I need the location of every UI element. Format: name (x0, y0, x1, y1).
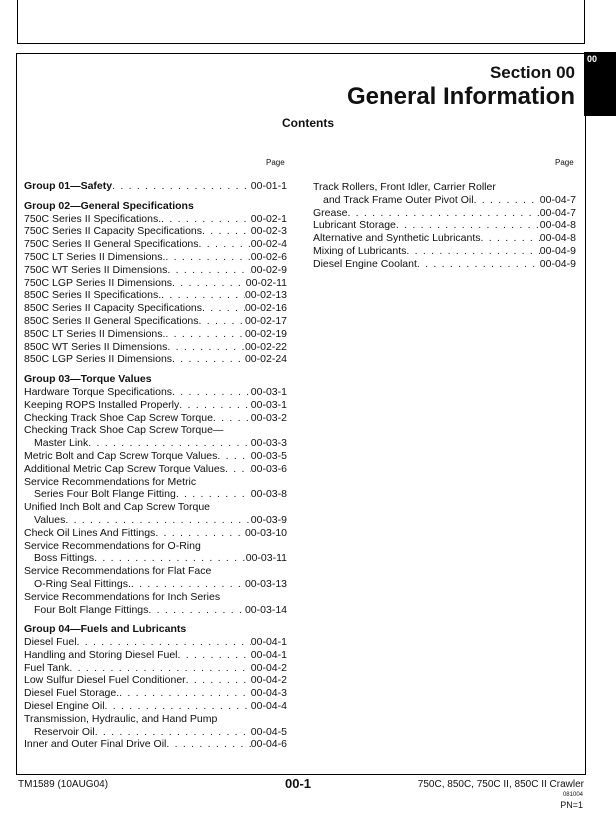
toc-leader-dots (172, 277, 246, 290)
toc-page-ref: 00-01-1 (250, 180, 287, 192)
toc-entry-title: 850C WT Series II Dimensions (24, 340, 168, 353)
top-page-box (17, 0, 585, 44)
toc-entry[interactable] (24, 353, 287, 366)
toc-leader-dots (165, 251, 250, 264)
toc-entry[interactable] (24, 649, 287, 662)
toc-entry[interactable] (24, 328, 287, 341)
toc-entry[interactable] (313, 232, 576, 245)
toc-group-heading: Group 02—General Specifications (24, 199, 194, 212)
toc-entry-title: Series Four Bolt Flange Fitting (34, 488, 176, 501)
page-number: 00-1 (285, 776, 312, 791)
toc-page-ref: 00-04-7 (539, 193, 576, 206)
toc-page-ref: 00-04-1 (250, 648, 287, 661)
toc-leader-dots (166, 738, 250, 751)
toc-page-ref: 00-04-3 (250, 687, 287, 700)
print-code: 081004 (562, 792, 583, 798)
toc-entry-title: O-Ring Seal Fittings. (34, 577, 131, 590)
toc-entry[interactable] (313, 258, 576, 271)
toc-page-ref: 00-02-4 (250, 238, 287, 251)
toc-page-ref: 00-03-3 (250, 437, 287, 450)
toc-page-ref: 00-03-14 (244, 603, 287, 616)
toc-leader-dots (172, 353, 245, 366)
toc-leader-dots (179, 399, 251, 412)
toc-leader-dots (148, 604, 245, 617)
toc-entry-line: Service Recommendations for Flat Face (24, 565, 212, 578)
toc-entry-title: 850C Series II Specifications. (24, 289, 162, 302)
toc-page-ref: 00-04-8 (539, 232, 576, 245)
toc-leader-dots (172, 386, 251, 399)
toc-entry[interactable] (24, 213, 287, 226)
toc-entry[interactable] (24, 225, 287, 238)
toc-entry-line: Service Recommendations for Inch Series (24, 590, 221, 603)
toc-page-ref: 00-02-9 (250, 263, 287, 276)
toc-gap (24, 366, 287, 373)
left-page-label: Page (266, 158, 285, 167)
toc-entry[interactable] (313, 219, 576, 232)
toc-page-ref: 00-04-8 (539, 219, 576, 232)
toc-page-ref: 00-03-6 (250, 462, 287, 475)
toc-leader-dots (213, 412, 251, 425)
toc-entry-line: Unified Inch Bolt and Cap Screw Torque (24, 501, 210, 514)
toc-page-ref: 00-02-11 (245, 276, 287, 289)
toc-entry-title: Lubricant Storage (313, 219, 396, 232)
toc-entry[interactable] (24, 674, 287, 687)
toc-page-ref: 00-04-2 (250, 674, 287, 687)
toc-group-heading: Group 03—Torque Values (24, 373, 152, 386)
toc-page-ref: 00-04-4 (250, 700, 287, 713)
toc-leader-dots (95, 726, 251, 739)
toc-page-ref: 00-04-9 (539, 244, 576, 257)
toc-entry-title: 750C LGP Series II Dimensions (24, 276, 173, 289)
toc-leader-dots (88, 437, 251, 450)
toc-page-ref: 00-02-19 (244, 327, 287, 340)
toc-page-ref: 00-04-5 (250, 725, 287, 738)
toc-page-ref: 00-02-1 (250, 212, 287, 225)
toc-entry[interactable] (24, 552, 287, 565)
toc-page-ref: 00-03-9 (250, 513, 287, 526)
toc-entry[interactable] (24, 264, 287, 277)
toc-group-entry[interactable] (24, 180, 287, 193)
toc-page-ref: 00-03-10 (244, 526, 287, 539)
toc-entry[interactable] (313, 245, 576, 258)
toc-entry-title: Values (34, 513, 66, 526)
toc-entry[interactable] (24, 687, 287, 700)
toc-entry-title: and Track Frame Outer Pivot Oil (323, 193, 474, 206)
toc-entry-title: Reservoir Oil (34, 725, 95, 738)
toc-entry[interactable] (24, 437, 287, 450)
toc-entry-title: Diesel Fuel Storage. (24, 687, 120, 700)
toc-leader-dots (199, 315, 245, 328)
toc-entry-title: 850C Series II General Specifications (24, 314, 199, 327)
right-page-label: Page (555, 158, 574, 167)
toc-entry-title: Alternative and Synthetic Lubricants (313, 232, 481, 245)
toc-leader-dots (119, 687, 251, 700)
toc-page-ref: 00-02-17 (244, 314, 287, 327)
toc-entry-line: Transmission, Hydraulic, and Hand Pump (24, 712, 218, 725)
toc-entry-title: Fuel Tank (24, 661, 70, 674)
toc-entry[interactable] (24, 341, 287, 354)
toc-leader-dots (417, 258, 540, 271)
toc-entry[interactable] (24, 463, 287, 476)
toc-leader-dots (155, 527, 245, 540)
toc-entry[interactable] (313, 207, 576, 220)
toc-leader-dots (167, 341, 245, 354)
toc-entry-title: 850C LT Series II Dimensions. (24, 327, 166, 340)
toc-page-ref: 00-04-1 (250, 636, 287, 649)
toc-entry-title: 750C Series II Specifications. (24, 212, 162, 225)
toc-leader-dots (178, 649, 251, 662)
toc-page-ref: 00-02-24 (244, 353, 287, 366)
toc-leader-dots (131, 578, 245, 591)
toc-entry[interactable] (24, 604, 287, 617)
toc-leader-dots (161, 213, 251, 226)
toc-leader-dots (112, 180, 251, 193)
toc-leader-dots (217, 450, 250, 463)
toc-page-ref: 00-02-3 (250, 225, 287, 238)
toc-leader-dots (396, 219, 540, 232)
toc-leader-dots (347, 207, 539, 220)
toc-gap (24, 193, 287, 200)
pn-label: PN=1 (560, 800, 583, 810)
toc-leader-dots (186, 674, 251, 687)
doc-id: TM1589 (10AUG04) (18, 779, 109, 790)
toc-entry[interactable] (24, 662, 287, 675)
toc-page-ref: 00-02-6 (250, 250, 287, 263)
toc-entry[interactable] (24, 527, 287, 540)
toc-entry[interactable] (24, 636, 287, 649)
toc-entry-title: Additional Metric Cap Screw Torque Values (24, 462, 225, 475)
toc-entry[interactable] (24, 251, 287, 264)
toc-page-ref: 00-04-2 (250, 661, 287, 674)
toc-entry-title: 850C Series II Capacity Specifications (24, 302, 203, 315)
toc-entry-title: Mixing of Lubricants (313, 244, 407, 257)
contents-heading: Contents (282, 116, 334, 130)
toc-page-ref: 00-03-1 (250, 398, 287, 411)
toc-entry-title: 850C LGP Series II Dimensions (24, 353, 173, 366)
toc-leader-dots (176, 488, 251, 501)
toc-leader-dots (481, 232, 540, 245)
toc-leader-dots (94, 552, 246, 565)
toc-left-column (24, 180, 287, 751)
toc-leader-dots (225, 463, 251, 476)
toc-page-ref: 00-03-5 (250, 449, 287, 462)
toc-entry[interactable] (24, 289, 287, 302)
toc-entry[interactable] (24, 238, 287, 251)
toc-leader-dots (202, 225, 251, 238)
section-number: Section 00 (489, 63, 575, 82)
toc-page-ref: 00-02-22 (244, 340, 287, 353)
toc-entry[interactable] (24, 450, 287, 463)
toc-entry[interactable] (24, 578, 287, 591)
toc-page-ref: 00-03-13 (244, 577, 287, 590)
toc-page-ref: 00-03-8 (250, 488, 287, 501)
toc-entry-line: Service Recommendations for Metric (24, 475, 197, 488)
toc-entry[interactable] (24, 488, 287, 501)
toc-entry[interactable] (24, 700, 287, 713)
toc-leader-dots (161, 289, 245, 302)
toc-entry-title: 750C WT Series II Dimensions (24, 263, 168, 276)
toc-leader-dots (69, 662, 250, 675)
toc-entry-title: Low Sulfur Diesel Fuel Conditioner (24, 674, 186, 687)
toc-leader-dots (199, 238, 251, 251)
toc-entry-title: Grease (313, 206, 348, 219)
toc-entry[interactable] (24, 386, 287, 399)
toc-entry-title: 750C Series II General Specifications (24, 238, 199, 251)
toc-entry-title: Diesel Engine Coolant (313, 257, 417, 270)
toc-right-column (313, 181, 576, 271)
toc-entry[interactable] (24, 726, 287, 739)
toc-entry-line: Checking Track Shoe Cap Screw Torque— (24, 424, 224, 437)
toc-leader-dots (77, 636, 251, 649)
toc-group-heading: Group 04—Fuels and Lubricants (24, 623, 187, 636)
model-list: 750C, 850C, 750C II, 850C II Crawler (417, 779, 584, 790)
toc-entry[interactable] (24, 738, 287, 751)
toc-entry-title: Group 01—Safety (24, 180, 113, 192)
toc-entry-title: Metric Bolt and Cap Screw Torque Values (24, 449, 218, 462)
toc-page-ref: 00-03-11 (245, 552, 287, 565)
toc-page-ref: 00-03-1 (250, 385, 287, 398)
toc-leader-dots (167, 264, 250, 277)
toc-page-ref: 00-02-13 (244, 289, 287, 302)
toc-entry-title: Inner and Outer Final Drive Oil (24, 738, 167, 751)
toc-entry[interactable] (24, 514, 287, 527)
toc-entry[interactable] (24, 302, 287, 315)
toc-entry-title: Handling and Storing Diesel Fuel (24, 648, 178, 661)
toc-entry-title: Keeping ROPS Installed Properly (24, 398, 180, 411)
toc-page-ref: 00-03-2 (250, 411, 287, 424)
toc-leader-dots (105, 700, 251, 713)
toc-page-ref: 00-04-9 (539, 257, 576, 270)
toc-leader-dots (406, 245, 539, 258)
toc-entry-title: 750C Series II Capacity Specifications (24, 225, 203, 238)
toc-entry-title: Checking Track Shoe Cap Screw Torque (24, 411, 213, 424)
toc-entry[interactable] (313, 194, 576, 207)
toc-page-ref: 00-02-16 (244, 302, 287, 315)
toc-entry[interactable] (24, 412, 287, 425)
toc-entry-title: Boss Fittings (34, 552, 95, 565)
toc-page-ref: 00-04-7 (539, 206, 576, 219)
toc-entry-title: Hardware Torque Specifications (24, 385, 173, 398)
toc-entry-title: Four Bolt Flange Fittings (34, 603, 149, 616)
toc-leader-dots (474, 194, 540, 207)
toc-entry-title: Diesel Fuel (24, 636, 77, 649)
section-tab-label: 00 (587, 54, 598, 64)
page-title: General Information (346, 83, 575, 110)
toc-entry[interactable] (24, 399, 287, 412)
toc-entry-title: 750C LT Series II Dimensions. (24, 250, 166, 263)
toc-entry-title: Diesel Engine Oil (24, 700, 105, 713)
toc-page-ref: 00-04-6 (250, 738, 287, 751)
toc-entry-title: Check Oil Lines And Fittings (24, 526, 156, 539)
toc-leader-dots (202, 302, 245, 315)
section-tab (584, 52, 616, 116)
toc-entry-line: Track Rollers, Front Idler, Carrier Roller (313, 181, 496, 193)
toc-entry[interactable] (24, 277, 287, 290)
toc-entry-line: Service Recommendations for O-Ring (24, 539, 201, 552)
toc-leader-dots (165, 328, 245, 341)
toc-entry-title: Master Link (34, 437, 89, 450)
toc-entry[interactable] (24, 315, 287, 328)
toc-gap (24, 616, 287, 623)
toc-leader-dots (65, 514, 250, 527)
